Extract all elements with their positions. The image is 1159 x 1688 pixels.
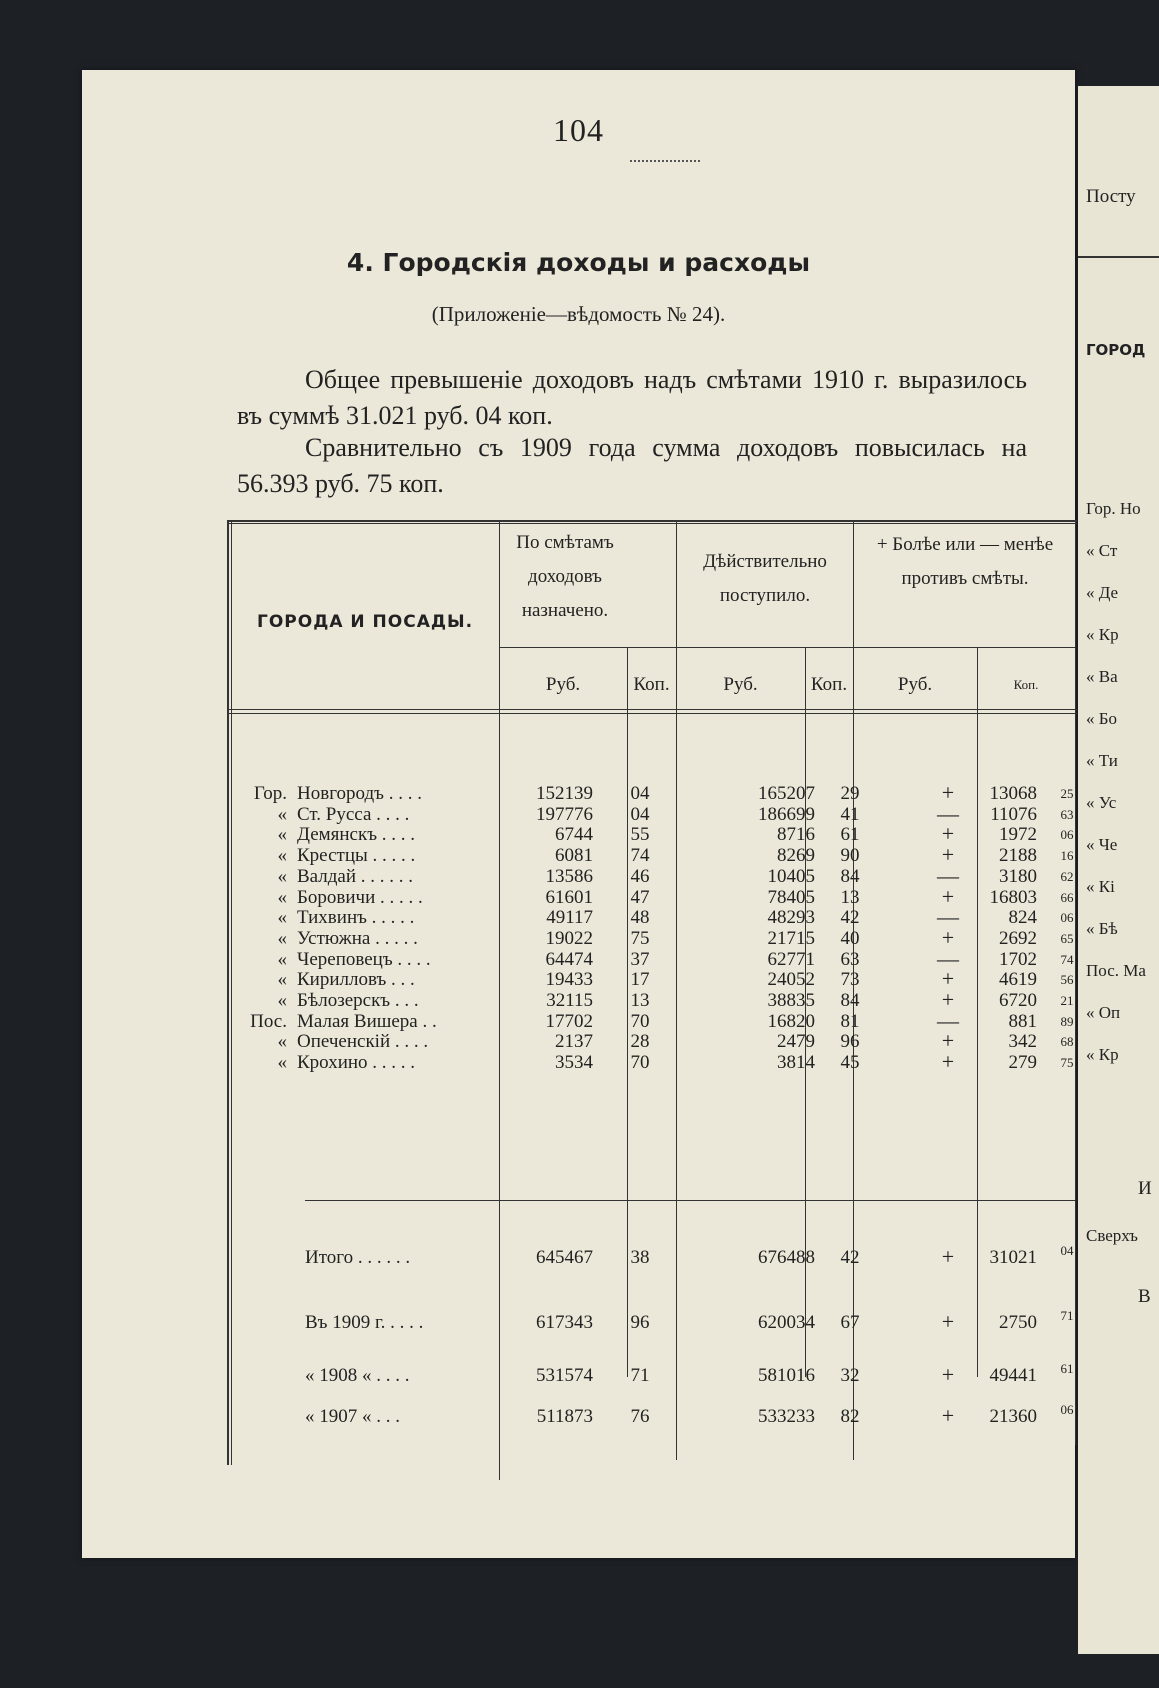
cell-k3: 25 [1060, 786, 1074, 801]
cell-sign: + [941, 821, 955, 847]
cell-k2: 84 [840, 990, 860, 1011]
total-cell-r2: 581016 [758, 1365, 815, 1386]
cell-r2: 165207 [758, 783, 815, 804]
total-cell-k3: 06 [1060, 1402, 1074, 1417]
cell-k2: 41 [840, 803, 860, 825]
header-bottom-rule-2 [227, 713, 1077, 714]
cell-pre: « [277, 990, 287, 1011]
cell-name: Боровичи . . . . . [297, 886, 423, 908]
cell-pre: « [277, 886, 287, 908]
adjacent-page-row: « Че [1086, 835, 1118, 854]
adjacent-page-row: « Кр [1086, 625, 1119, 644]
adjacent-page-top: Посту [1086, 186, 1136, 207]
cell-sign: + [941, 924, 955, 950]
cell-r2: 10405 [767, 865, 815, 887]
cell-r2: 3814 [777, 1052, 815, 1074]
cell-pre: « [277, 907, 287, 929]
cell-k3: 56 [1060, 972, 1074, 988]
page-number-ornament [630, 154, 700, 162]
cell-k1: 17 [630, 969, 650, 991]
total-row [227, 1308, 1077, 1336]
header-kop-diff: Коп. [1013, 677, 1039, 692]
total-cell-r3: 49441 [989, 1365, 1037, 1386]
cell-r1: 6744 [555, 824, 593, 846]
cell-pre: « [277, 824, 287, 846]
cell-name: Крохино . . . . . [297, 1052, 416, 1074]
cell-pre: « [277, 948, 287, 970]
total-cell-k2: 32 [840, 1365, 860, 1386]
table-top-rule [227, 520, 1077, 522]
total-cell-k2: 42 [840, 1247, 860, 1268]
cell-r1: 3534 [555, 1052, 593, 1074]
cell-sign: + [941, 780, 955, 805]
total-cell-k2: 67 [840, 1312, 860, 1333]
table-row [227, 1049, 1077, 1076]
total-cell-r1: 511873 [536, 1406, 593, 1427]
total-cell-k1: 71 [630, 1365, 650, 1386]
adjacent-page-row: « Бо [1086, 709, 1118, 728]
adjacent-page-row: « Кі [1086, 877, 1115, 896]
cell-pre: « [277, 865, 287, 887]
revenue-table [227, 520, 1077, 1480]
cell-r3: 11076 [990, 803, 1037, 825]
header-bottom-rule [227, 709, 1077, 710]
cell-sign: — [937, 945, 959, 971]
paragraph-1-text: Общее превышеніе доходовъ надъ смѣтами 1910 г. выразилось въ суммѣ 31.021 руб. 04 коп. [237, 365, 1027, 430]
cell-r2: 24052 [767, 969, 815, 991]
cell-r3: 6720 [999, 990, 1037, 1011]
cell-r2: 186699 [758, 803, 815, 825]
cell-k3: 65 [1060, 930, 1074, 946]
cell-k3: 16 [1060, 848, 1074, 864]
adjacent-page-row: « Де [1086, 583, 1119, 602]
cell-r2: 16820 [767, 1010, 815, 1032]
cell-r1: 197776 [536, 803, 593, 825]
cell-r3: 4619 [999, 969, 1037, 991]
cell-sign: + [941, 987, 955, 1012]
cell-k3: 06 [1060, 827, 1074, 843]
cell-k1: 48 [630, 907, 650, 929]
cell-k1: 04 [630, 803, 650, 825]
section-title: 4. Городскія доходы и расходы [346, 248, 811, 277]
cell-k2: 40 [840, 927, 860, 949]
adjacent-page-row: « Кр [1086, 1045, 1119, 1064]
cell-name: Череповецъ . . . . [297, 948, 431, 970]
cell-k1: 55 [630, 824, 650, 846]
cell-k3: 74 [1060, 951, 1074, 967]
cell-name: Ст. Русса . . . . [297, 803, 410, 825]
cell-r1: 49117 [546, 907, 593, 929]
cell-k2: 29 [840, 783, 860, 804]
adjacent-page-bottom-2: Сверхъ [1086, 1226, 1138, 1245]
cell-k3: 89 [1060, 1013, 1074, 1029]
adjacent-page-row: « Бѣ [1086, 919, 1118, 938]
cell-k2: 96 [840, 1031, 860, 1053]
cell-k3: 75 [1060, 1055, 1074, 1071]
cell-pre: « [277, 845, 287, 867]
cell-r1: 61601 [545, 886, 593, 908]
total-cell-k1: 96 [630, 1312, 650, 1333]
cell-k1: 46 [630, 865, 650, 887]
cell-r3: 279 [1008, 1052, 1037, 1074]
cell-sign: + [941, 966, 955, 992]
cell-k1: 13 [630, 990, 650, 1011]
total-cell-sign: + [941, 1309, 955, 1334]
cell-name: Валдай . . . . . . [297, 865, 414, 887]
cell-k2: 73 [840, 969, 860, 991]
cell-name: Опеченскій . . . . [297, 1031, 429, 1053]
cell-r3: 881 [1008, 1010, 1037, 1032]
total-row [227, 1361, 1077, 1389]
cell-k2: 90 [840, 845, 860, 867]
cell-k3: 66 [1060, 889, 1074, 905]
cell-r1: 32115 [546, 990, 593, 1011]
cell-r1: 17702 [545, 1010, 593, 1032]
header-difference: + Болѣе или — менѣе противъ смѣты. [876, 534, 1054, 589]
cell-r1: 6081 [555, 845, 593, 867]
total-cell-sign: + [941, 1362, 955, 1387]
cell-k2: 84 [840, 865, 860, 887]
total-row [227, 1402, 1077, 1430]
cell-k1: 75 [630, 927, 650, 949]
cell-r2: 48293 [767, 907, 815, 929]
cell-r1: 19433 [545, 969, 593, 991]
cell-r1: 152139 [536, 783, 593, 804]
total-cell-r1: 531574 [536, 1365, 593, 1386]
cell-pre: « [277, 1031, 287, 1053]
totals-rule [305, 1200, 1075, 1201]
total-cell-k3: 71 [1060, 1308, 1074, 1323]
header-rub-diff: Руб. [897, 674, 933, 695]
adjacent-page-row: « Ва [1086, 667, 1118, 686]
adjacent-page-bottom-1: И [1138, 1178, 1152, 1199]
cell-sign: — [937, 1007, 959, 1033]
cell-k3: 63 [1060, 806, 1074, 822]
total-cell-r1: 617343 [536, 1312, 593, 1333]
cell-k2: 45 [840, 1052, 860, 1074]
section-subtitle: (Приложеніе—вѣдомость № 24). [431, 302, 726, 326]
cell-k3: 62 [1060, 868, 1074, 884]
header-rub-actual: Руб. [723, 674, 758, 695]
adjacent-page [1078, 86, 1159, 1654]
total-row [227, 1243, 1077, 1271]
header-cities: ГОРОДА И ПОСАДЫ. [257, 612, 474, 632]
cell-r3: 824 [1008, 907, 1037, 929]
page-number: 104 [553, 112, 604, 148]
total-cell-label: « 1908 « . . . . [305, 1365, 410, 1386]
cell-r3: 2188 [999, 845, 1037, 867]
book-page [82, 70, 1075, 1558]
total-cell-label: Въ 1909 г. . . . . [305, 1312, 424, 1333]
total-cell-r2: 620034 [758, 1312, 815, 1333]
total-cell-k1: 38 [630, 1247, 650, 1268]
header-sub-rule [499, 647, 1075, 648]
cell-r1: 64474 [545, 948, 593, 970]
total-cell-label: Итого . . . . . . [305, 1247, 411, 1268]
paragraph-2 [237, 430, 1027, 502]
cell-r3: 342 [1008, 1031, 1037, 1053]
cell-name: Малая Вишера . . [297, 1010, 437, 1032]
adjacent-page-rule [1078, 256, 1159, 258]
cell-pre: « [277, 969, 287, 991]
total-cell-k2: 82 [840, 1406, 860, 1427]
cell-k2: 42 [840, 907, 860, 929]
total-cell-r2: 533233 [758, 1406, 815, 1427]
cell-r1: 19022 [545, 927, 593, 949]
cell-k1: 04 [630, 783, 650, 804]
cell-sign: — [937, 862, 959, 888]
cell-r3: 16803 [989, 886, 1037, 908]
cell-k3: 68 [1060, 1034, 1074, 1050]
cell-k3: 21 [1060, 993, 1074, 1008]
total-cell-sign: + [941, 1403, 955, 1428]
cell-r3: 1702 [999, 948, 1037, 970]
cell-sign: — [937, 800, 959, 826]
cell-pre: Пос. [250, 1010, 287, 1032]
total-cell-r1: 645467 [536, 1247, 593, 1268]
header-planned: По смѣтамъ доходовъ назначено. [516, 532, 614, 621]
cell-k3: 06 [1060, 910, 1074, 926]
cell-r2: 21715 [767, 927, 815, 949]
cell-k1: 74 [630, 845, 650, 867]
adjacent-page-row: Гор. Но [1086, 499, 1141, 518]
cell-pre: Гор. [253, 783, 287, 804]
cell-k1: 28 [630, 1031, 650, 1053]
cell-name: Крестцы . . . . . [297, 845, 416, 867]
adjacent-page-bottom-3: В [1138, 1286, 1151, 1307]
cell-pre: « [277, 803, 287, 825]
cell-name: Бѣлозерскъ . . . [297, 990, 419, 1011]
total-cell-r2: 676488 [758, 1247, 815, 1268]
total-cell-k3: 04 [1060, 1243, 1074, 1258]
cell-k1: 70 [630, 1010, 650, 1032]
cell-sign: + [941, 1028, 955, 1054]
total-cell-r3: 2750 [999, 1312, 1037, 1333]
header-rub-planned: Руб. [545, 674, 581, 695]
cell-k2: 81 [840, 1010, 860, 1032]
cell-pre: « [277, 1052, 287, 1074]
cell-r2: 2479 [777, 1031, 815, 1053]
adjacent-page-row: « Ти [1086, 751, 1118, 770]
cell-sign: + [941, 1049, 955, 1075]
cell-r2: 8716 [777, 824, 815, 846]
cell-sign: + [941, 883, 955, 909]
total-cell-label: « 1907 « . . . [305, 1406, 400, 1427]
cell-r1: 13586 [545, 865, 593, 887]
cell-r3: 1972 [999, 824, 1037, 846]
cell-r3: 3180 [999, 865, 1037, 887]
total-cell-k3: 61 [1060, 1361, 1074, 1376]
cell-k1: 47 [630, 886, 650, 908]
adjacent-page-header: ГОРОД [1086, 341, 1146, 359]
cell-name: Новгородъ . . . . [297, 783, 422, 804]
cell-name: Кирилловъ . . . [297, 969, 415, 991]
cell-k2: 63 [840, 948, 860, 970]
table-top-rule-2 [227, 523, 1077, 524]
cell-sign: + [941, 842, 955, 868]
total-cell-r3: 31021 [989, 1247, 1037, 1268]
cell-r2: 62771 [767, 948, 815, 970]
total-cell-sign: + [941, 1244, 955, 1269]
adjacent-page-row: « Ус [1086, 793, 1117, 812]
cell-k1: 37 [630, 948, 650, 970]
cell-name: Устюжна . . . . . [297, 927, 418, 949]
cell-r1: 2137 [555, 1031, 593, 1053]
paragraph-1 [237, 362, 1027, 434]
cell-r3: 2692 [999, 927, 1037, 949]
adjacent-page-row: Пос. Ма [1086, 961, 1146, 980]
cell-name: Тихвинъ . . . . . [297, 907, 415, 929]
cell-k1: 70 [630, 1052, 650, 1074]
adjacent-page-row: « Оп [1086, 1003, 1121, 1022]
cell-r2: 78405 [767, 886, 815, 908]
cell-pre: « [277, 927, 287, 949]
cell-k2: 61 [840, 824, 860, 846]
paragraph-2-text: Сравнительно съ 1909 года сумма доходовъ повысилась на 56.393 руб. 75 коп. [237, 433, 1027, 498]
header-kop-planned: Коп. [633, 674, 670, 695]
cell-r2: 38835 [767, 990, 815, 1011]
header-kop-actual: Коп. [810, 674, 848, 695]
cell-name: Демянскъ . . . . [297, 824, 416, 846]
total-cell-r3: 21360 [989, 1406, 1037, 1427]
header-actual: Дѣйствительно поступило. [703, 551, 827, 606]
cell-k2: 13 [840, 886, 860, 908]
adjacent-page-row: « Ст [1086, 541, 1118, 560]
cell-r2: 8269 [777, 845, 815, 867]
cell-sign: — [937, 904, 959, 930]
cell-r3: 13068 [989, 783, 1037, 804]
total-cell-k1: 76 [630, 1406, 650, 1427]
